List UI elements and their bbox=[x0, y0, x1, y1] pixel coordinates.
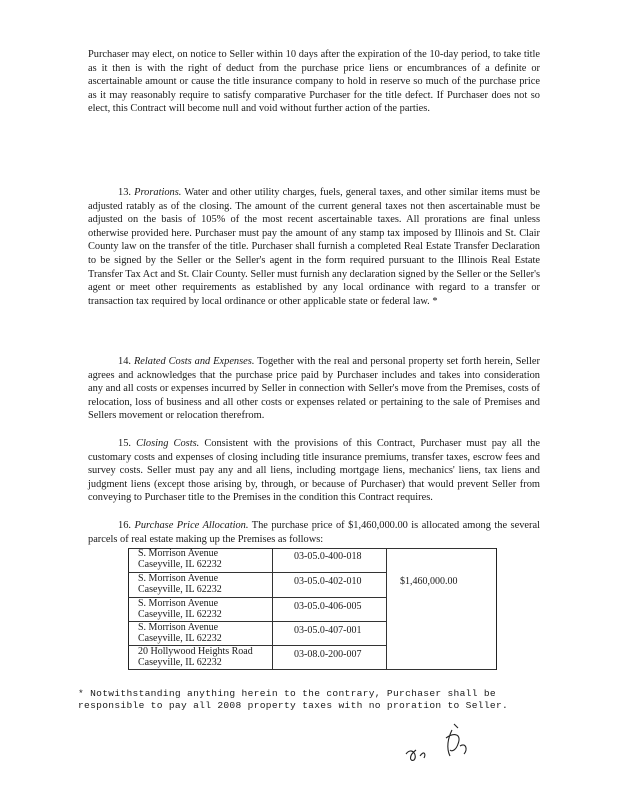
parcel-pin: 03-05.0-406-005 bbox=[294, 601, 362, 612]
section-text: Consistent with the provisions of this Contract, Purchaser must pay all the customary costs and expenses of closing including title insurance premiums, transfer taxes, escrow fees and survey costs. Seller must pay any and all liens, including mortgage liens, mechanics' liens, tax liens and judgment liens (except those arising by, through, or because of Purchaser) that would prevent Seller from conveying to Purchaser title to the Premises in the condition this Contract requires. bbox=[88, 438, 540, 504]
table-row bbox=[124, 622, 496, 646]
section-text: Water and other utility charges, fuels, general taxes, and other similar items must be adjusted ratably as of the closing. The amount of the current general taxes not then ascertainable must be adjusted on the basis of 105% of the most recent ascertainable taxes. All prorations are final unless otherwise provided here. Purchaser must pay the amount of any stamp tax imposed by Illinois and St. Clair County law on the transfer of the title. Purchaser shall furnish a completed Real Estate Transfer Declaration to be signed by the Seller or the Seller's agent in the form required pursuant to the Illinois Real Estate Transfer Tax Act and St. Clair County. Seller must furnish any declaration signed by the Seller or the Seller's agent or meet other requirements as established by any local ordinance with regard to a transfer or transaction tax required by local ordinance or other applicable state or federal law. * bbox=[88, 187, 540, 307]
footnote-tax-responsibility: * Notwithstanding anything herein to the contrary, Purchaser shall be responsible to pay all 2008 property taxes with no proration to Seller. bbox=[78, 688, 509, 711]
parcel-pin: 03-08.0-200-007 bbox=[294, 649, 362, 660]
parcel-street: S. Morrison Avenue bbox=[138, 598, 219, 609]
section-heading: Prorations. bbox=[134, 187, 182, 198]
parcel-street: S. Morrison Avenue bbox=[138, 622, 219, 633]
parcel-address bbox=[138, 598, 268, 620]
parcel-street: S. Morrison Avenue bbox=[138, 573, 219, 584]
section-heading: Related Costs and Expenses. bbox=[133, 356, 255, 367]
parcel-street: 20 Hollywood Heights Road bbox=[138, 646, 253, 657]
parcel-city: Caseyville, IL 62232 bbox=[138, 609, 222, 620]
section-number: 15. bbox=[118, 438, 131, 449]
section-number: 16. bbox=[118, 520, 131, 531]
parcel-city: Caseyville, IL 62232 bbox=[138, 633, 222, 644]
initials-signature-mark bbox=[396, 716, 506, 764]
parcel-pin: 03-05.0-402-010 bbox=[294, 576, 362, 587]
section-heading: Purchase Price Allocation. bbox=[134, 520, 249, 531]
parcel-city: Caseyville, IL 62232 bbox=[138, 559, 222, 570]
paragraph-price-allocation bbox=[88, 519, 540, 546]
table-row bbox=[124, 548, 496, 572]
section-heading: Closing Costs. bbox=[136, 438, 200, 449]
paragraph-related-costs bbox=[88, 355, 540, 423]
parcel-pin: 03-05.0-400-018 bbox=[294, 551, 362, 562]
table-border-right bbox=[496, 548, 497, 670]
parcel-pin: 03-05.0-407-001 bbox=[294, 625, 362, 636]
section-number: 14. bbox=[118, 356, 131, 367]
parcel-address bbox=[138, 646, 268, 668]
section-text: The purchase price of $1,460,000.00 is allocated among the several parcels of real estate making up the Premises as follows: bbox=[88, 520, 540, 545]
paragraph-closing-costs bbox=[88, 437, 540, 505]
parcel-city: Caseyville, IL 62232 bbox=[138, 657, 222, 668]
parcel-address bbox=[138, 622, 268, 644]
table-row bbox=[124, 598, 496, 622]
paragraph-prorations bbox=[88, 186, 540, 308]
parcel-address bbox=[138, 548, 268, 570]
section-number: 13. bbox=[118, 187, 131, 198]
parcel-street: S. Morrison Avenue bbox=[138, 548, 219, 559]
paragraph-title-defect: Purchaser may elect, on notice to Seller within 10 days after the expiration of the 10-day period, to take title as it then is with the right of deduct from the purchase price liens or encumbrances of a definite or ascertainable amount or cause the title insurance company to hold in reserve so much of the purchase price as it may reasonably require to satisfy comparative Purchaser for the title defect. If Purchaser does not so elect, this Contract will become null and void without further action of the parties. bbox=[88, 49, 540, 115]
section-text: Together with the real and personal property set forth herein, Seller agrees and acknowledges that the purchase price paid by Purchaser includes and takes into consideration any and all costs or expenses incurred by Seller in connection with Seller's move from the Premises, costs of relocation, loss of business and all other costs or expenses related or pertaining to the sale of Premises and Sellers movement or relocation therefrom. bbox=[88, 356, 540, 422]
table-row bbox=[124, 646, 496, 670]
parcel-address bbox=[138, 573, 268, 595]
total-allocation: $1,460,000.00 bbox=[400, 576, 458, 587]
parcel-allocation-table bbox=[124, 548, 496, 670]
parcel-city: Caseyville, IL 62232 bbox=[138, 584, 222, 595]
